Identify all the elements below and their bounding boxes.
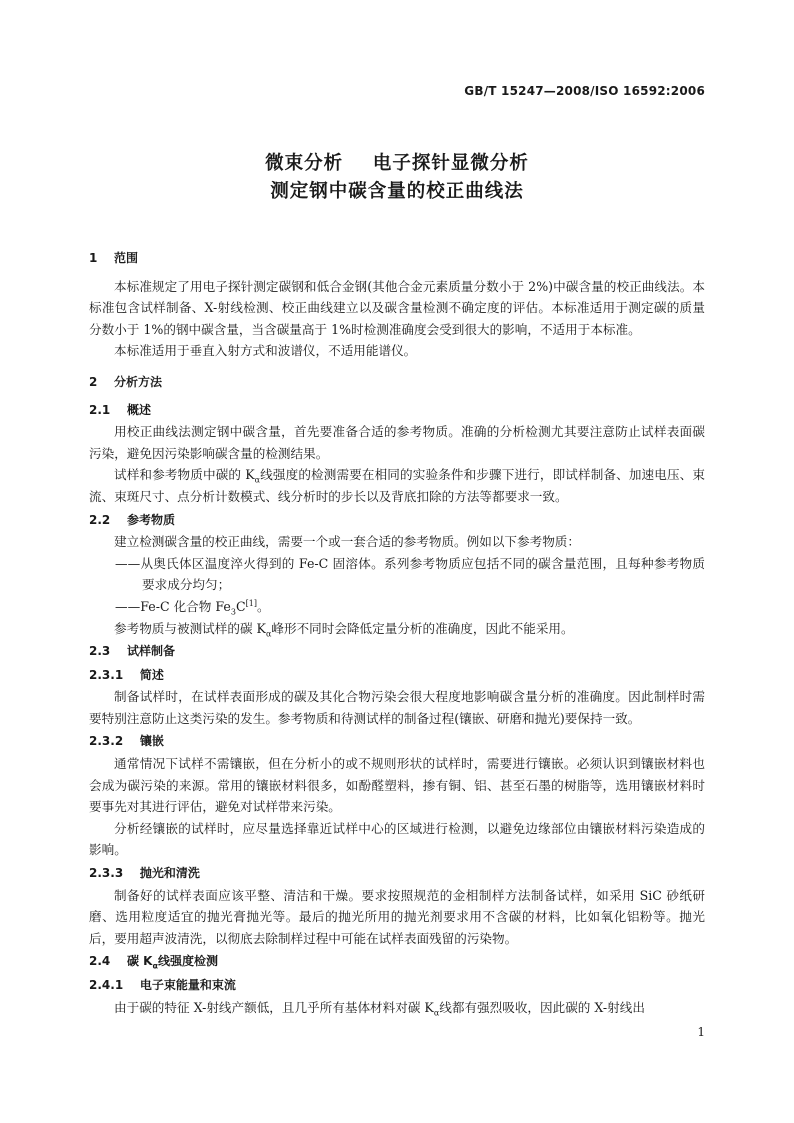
standard-code: GB/T 15247—2008/ISO 16592:2006 xyxy=(464,84,705,98)
section-2-2-paragraph-2: 参考物质与被测试样的碳 $K_\alpha$峰形不同时会降低定量分析的准确度，因此不能采用。 xyxy=(114,620,574,639)
section-1-heading: 1 范围 xyxy=(89,251,139,265)
section-2-heading: 2 分析方法 xyxy=(89,374,163,389)
document-body xyxy=(89,238,705,1018)
section-2-3-3-paragraph-1: 制备好的试样表面应该平整、清洁和干燥。要求按照规范的金相制样方法制备试样，如采用 SiC 砂纸研磨、选用粒度适宜的抛光膏抛光等。最后的抛光所用的抛光剂要求用不含碳的材料，比如氧化铝粉等。抛光后，要用超声波清洗，以彻底去除制样过程中可能在试样表面残留的污染物。 xyxy=(89,887,705,946)
section-2-4-heading: 2.4 碳 $K_\alpha$线强度检测 xyxy=(89,954,218,971)
section-2-1-paragraph-2: 试样和参考物质中碳的 $K_\alpha$线强度的检测需要在相同的实验条件和步骤下进行，即试样制备、加速电压、束流、束斑尺寸、点分析计数模式、线分析时的步长以及背底扣除的方法等都要求一致。 xyxy=(89,467,705,504)
title-line-1: 微束分析 电子探针显微分析 xyxy=(265,153,529,174)
section-2-4-1-paragraph-1: 由于碳的特征 X-射线产额低，且几乎所有基体材料对碳 $K_\alpha$线都有强烈吸收，因此碳的 X-射线出 xyxy=(114,999,645,1018)
title-line-2: 测定钢中碳含量的校正曲线法 xyxy=(270,181,524,202)
section-2-2-list-item-2: ——Fe-C 化合物 $Fe_3C[1]$。 xyxy=(115,598,270,617)
section-2-3-1-paragraph-1: 制备试样时，在试样表面形成的碳及其化合物污染会很大程度地影响碳含量分析的准确度。因此制样时需要特别注意防止这类污染的发生。参考物质和待测试样的制备过程(镶嵌、研磨和抛光)要保持一致。 xyxy=(89,689,705,726)
section-2-2-paragraph-1: 建立检测碳含量的校正曲线，需要一个或一套合适的参考物质。例如以下参考物质： xyxy=(114,534,580,550)
section-1-paragraph-2: 本标准适用于垂直入射方式和波谱仪，不适用能谱仪。 xyxy=(114,343,417,359)
citation-reference: [1] xyxy=(245,598,257,608)
section-2-3-1-heading: 2.3.1 简述 xyxy=(89,667,164,682)
section-2-1-heading: 2.1 概述 xyxy=(89,402,151,417)
document-title xyxy=(0,150,794,206)
section-2-2-list-item-1: ——从奥氏体区温度淬火得到的 Fe-C 固溶体。系列参考物质应包括不同的碳含量范围，且每种参考物质要求成分均匀； xyxy=(115,555,705,593)
section-2-3-3-heading: 2.3.3 抛光和清洗 xyxy=(89,866,200,881)
section-2-3-heading: 2.3 试样制备 xyxy=(89,644,175,659)
section-2-4-1-heading: 2.4.1 电子束能量和束流 xyxy=(89,978,236,992)
section-2-2-heading: 2.2 参考物质 xyxy=(89,512,175,527)
page-number: 1 xyxy=(697,1025,705,1039)
section-1-paragraph-1: 本标准规定了用电子探针测定碳钢和低合金钢(其他合金元素质量分数小于 2%)中碳含量的校正曲线法。本标准包含试样制备、X-射线检测、校正曲线建立以及碳含量检测不确定度的评估。本标准适用于测定碳的质量分数小于 1%的钢中碳含量，当含碳量高于 1%时检测准确度会受到很大的影响，不适用于本标准。 xyxy=(89,278,705,337)
section-2-3-2-heading: 2.3.2 镶嵌 xyxy=(89,734,164,749)
section-2-1-paragraph-1: 用校正曲线法测定钢中碳含量，首先要准备合适的参考物质。准确的分析检测尤其要注意防止试样表面碳污染，避免因污染影响碳含量的检测结果。 xyxy=(89,424,705,461)
section-2-3-2-paragraph-1: 通常情况下试样不需镶嵌，但在分析小的或不规则形状的试样时，需要进行镶嵌。必须认识到镶嵌材料也会成为碳污染的来源。常用的镶嵌材料很多，如酚醛塑料，掺有铜、铝、甚至石墨的树脂等，选用镶嵌材料时要事先对其进行评估，避免对试样带来污染。 xyxy=(89,756,705,815)
section-2-3-2-paragraph-2: 分析经镶嵌的试样时，应尽量选择靠近试样中心的区域进行检测，以避免边缘部位由镶嵌材料污染造成的影响。 xyxy=(89,820,705,858)
